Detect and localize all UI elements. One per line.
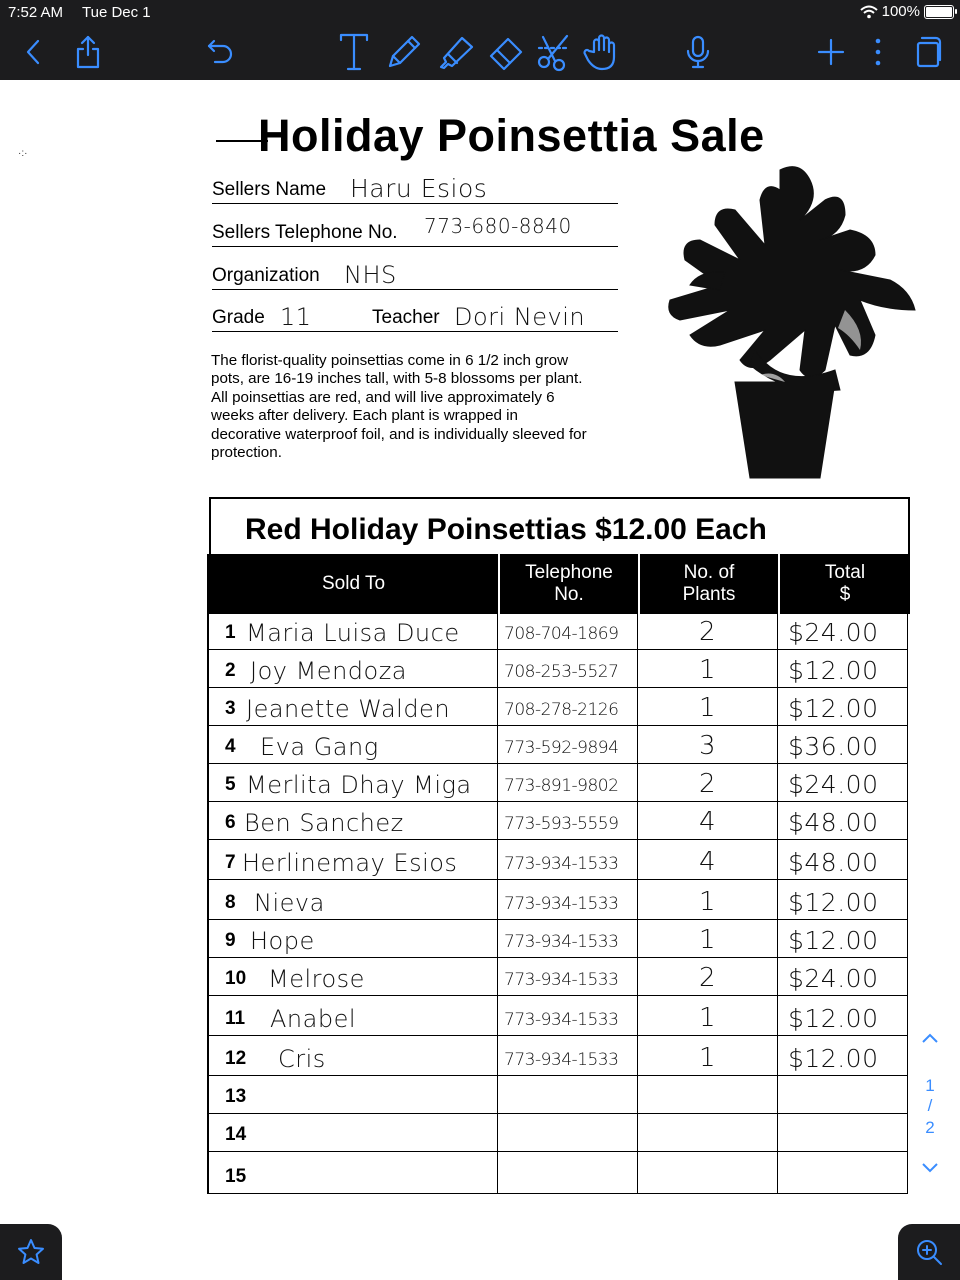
cell-total[interactable] bbox=[778, 958, 908, 995]
cell-sold-to[interactable] bbox=[209, 958, 498, 995]
cell-total[interactable] bbox=[778, 764, 908, 801]
plant-quantity: 1 bbox=[698, 655, 717, 685]
table-row[interactable] bbox=[209, 958, 908, 996]
text-tool-icon bbox=[338, 32, 370, 72]
buyer-telephone: 773-934-1533 bbox=[504, 1050, 619, 1070]
row-number: 2 bbox=[225, 660, 236, 681]
more-button[interactable] bbox=[866, 30, 890, 74]
cell-sold-to[interactable] bbox=[209, 1076, 498, 1113]
cell-telephone[interactable] bbox=[498, 880, 638, 919]
plant-quantity: 1 bbox=[698, 1003, 717, 1033]
row-number: 7 bbox=[225, 852, 236, 873]
row-number: 1 bbox=[225, 622, 236, 643]
table-title: Red Holiday Poinsettias $12.00 Each bbox=[245, 513, 767, 546]
buyer-name: Herlinemay Esios bbox=[242, 849, 458, 877]
cell-total[interactable] bbox=[778, 726, 908, 763]
cell-sold-to[interactable] bbox=[209, 840, 498, 879]
cell-telephone[interactable] bbox=[498, 958, 638, 995]
cell-plants[interactable] bbox=[638, 1152, 778, 1193]
cell-total[interactable] bbox=[778, 840, 908, 879]
add-button[interactable] bbox=[814, 30, 848, 74]
highlighter-tool-button[interactable] bbox=[434, 30, 478, 74]
microphone-icon bbox=[685, 35, 711, 69]
row-number: 12 bbox=[225, 1048, 247, 1069]
table-row[interactable] bbox=[209, 996, 908, 1036]
document-title: Holiday Poinsettia Sale bbox=[258, 110, 765, 161]
cell-sold-to[interactable] bbox=[209, 614, 498, 649]
cell-telephone[interactable] bbox=[498, 920, 638, 957]
hand-tool-button[interactable] bbox=[580, 30, 620, 74]
buyer-name: Cris bbox=[278, 1045, 326, 1073]
buyer-name: Maria Luisa Duce bbox=[246, 619, 460, 647]
eraser-tool-button[interactable] bbox=[484, 30, 528, 74]
cell-total[interactable] bbox=[778, 1152, 908, 1193]
row-number: 5 bbox=[225, 774, 236, 795]
grade-teacher-field[interactable] bbox=[212, 304, 618, 332]
table-row[interactable] bbox=[209, 1036, 908, 1076]
header-plants-line2: Plants bbox=[682, 584, 736, 605]
row-number: 11 bbox=[225, 1008, 246, 1029]
highlighter-icon bbox=[436, 32, 476, 72]
teacher-label: Teacher bbox=[372, 307, 440, 328]
buyer-telephone: 708-278-2126 bbox=[504, 700, 619, 720]
status-date: Tue Dec 1 bbox=[82, 4, 151, 21]
grade-label: Grade bbox=[212, 307, 265, 328]
buyer-telephone: 773-934-1533 bbox=[504, 932, 619, 952]
share-icon bbox=[73, 35, 103, 69]
cell-total[interactable] bbox=[778, 650, 908, 687]
plant-quantity: 2 bbox=[698, 963, 717, 993]
buyer-telephone: 773-934-1533 bbox=[504, 970, 619, 990]
cell-sold-to[interactable] bbox=[209, 880, 498, 919]
buyer-telephone: 773-592-9894 bbox=[504, 738, 619, 758]
sellers-telephone-value: 773-680-8840 bbox=[424, 214, 572, 238]
row-total: $48.00 bbox=[788, 848, 879, 877]
cell-plants[interactable] bbox=[638, 1036, 778, 1075]
scissors-tool-button[interactable] bbox=[534, 30, 574, 74]
row-total: $24.00 bbox=[788, 618, 879, 647]
cell-sold-to[interactable] bbox=[209, 802, 498, 839]
cell-telephone[interactable] bbox=[498, 996, 638, 1035]
more-icon bbox=[874, 37, 882, 67]
header-plants bbox=[640, 554, 778, 614]
organization-value: NHS bbox=[344, 261, 397, 289]
previous-page-icon[interactable] bbox=[921, 1032, 939, 1044]
buyer-telephone: 708-253-5527 bbox=[504, 662, 619, 682]
cell-plants[interactable] bbox=[638, 802, 778, 839]
cell-sold-to[interactable] bbox=[209, 1152, 498, 1193]
cell-total[interactable] bbox=[778, 614, 908, 649]
current-page-number: 1 bbox=[925, 1076, 935, 1095]
buyer-telephone: 773-934-1533 bbox=[504, 854, 619, 874]
cell-sold-to[interactable] bbox=[209, 996, 498, 1035]
cell-total[interactable] bbox=[778, 1036, 908, 1075]
plant-quantity: 2 bbox=[698, 769, 717, 799]
sellers-name-value: Haru Esios bbox=[350, 174, 488, 203]
header-telephone-line2: No. bbox=[554, 584, 584, 605]
cell-telephone[interactable] bbox=[498, 1036, 638, 1075]
row-number: 6 bbox=[225, 812, 236, 833]
cell-telephone[interactable] bbox=[498, 650, 638, 687]
header-total-line2: $ bbox=[839, 584, 851, 605]
sellers-telephone-label: Sellers Telephone No. bbox=[212, 222, 398, 243]
cell-sold-to[interactable] bbox=[209, 688, 498, 725]
row-number: 3 bbox=[225, 698, 236, 719]
cell-plants[interactable] bbox=[638, 614, 778, 649]
cell-plants[interactable] bbox=[638, 764, 778, 801]
back-icon bbox=[24, 38, 42, 66]
buyer-name: Eva Gang bbox=[260, 733, 379, 761]
table-row[interactable] bbox=[209, 614, 908, 650]
cell-telephone[interactable] bbox=[498, 764, 638, 801]
pen-icon bbox=[384, 32, 424, 72]
cell-total[interactable] bbox=[778, 802, 908, 839]
scissors-icon bbox=[535, 32, 573, 72]
cell-sold-to[interactable] bbox=[209, 650, 498, 687]
table-row[interactable] bbox=[209, 1076, 908, 1114]
table-row[interactable] bbox=[209, 688, 908, 726]
teacher-value: Dori Nevin bbox=[454, 303, 586, 331]
row-total: $12.00 bbox=[788, 888, 879, 917]
organization-label: Organization bbox=[212, 265, 320, 286]
buyer-telephone: 773-593-5559 bbox=[504, 814, 619, 834]
table-row[interactable] bbox=[209, 802, 908, 840]
status-bar bbox=[0, 0, 960, 24]
pages-icon bbox=[914, 36, 942, 68]
row-total: $12.00 bbox=[788, 926, 879, 955]
buyer-telephone: 773-934-1533 bbox=[504, 1010, 619, 1030]
row-total: $36.00 bbox=[788, 732, 879, 761]
cell-sold-to[interactable] bbox=[209, 764, 498, 801]
cell-plants[interactable] bbox=[638, 958, 778, 995]
row-number: 9 bbox=[225, 930, 236, 951]
table-title-box bbox=[209, 497, 910, 554]
sellers-name-label: Sellers Name bbox=[212, 179, 327, 200]
cell-telephone[interactable] bbox=[498, 1114, 638, 1151]
row-total: $48.00 bbox=[788, 808, 879, 837]
eraser-icon bbox=[486, 32, 526, 72]
cell-total[interactable] bbox=[778, 688, 908, 725]
share-button[interactable] bbox=[70, 30, 106, 74]
cell-total[interactable] bbox=[778, 1114, 908, 1151]
cell-plants[interactable] bbox=[638, 650, 778, 687]
table-row[interactable] bbox=[209, 880, 908, 920]
table-row[interactable] bbox=[209, 1114, 908, 1152]
table-row[interactable] bbox=[209, 840, 908, 880]
plant-quantity: 1 bbox=[698, 693, 717, 723]
microphone-button[interactable] bbox=[682, 30, 714, 74]
header-telephone-line1: Telephone bbox=[525, 562, 613, 583]
row-number: 13 bbox=[225, 1086, 247, 1107]
table-row[interactable] bbox=[209, 764, 908, 802]
cell-sold-to[interactable] bbox=[209, 920, 498, 957]
grade-value: 11 bbox=[280, 303, 312, 331]
margin-mark: ·:· bbox=[18, 148, 28, 159]
cell-plants[interactable] bbox=[638, 880, 778, 919]
cell-telephone[interactable] bbox=[498, 840, 638, 879]
cell-telephone[interactable] bbox=[498, 1076, 638, 1113]
undo-button[interactable] bbox=[202, 30, 238, 74]
header-total bbox=[780, 554, 910, 614]
buyer-name: Joy Mendoza bbox=[250, 657, 407, 685]
undo-icon bbox=[205, 37, 235, 67]
favorite-button[interactable] bbox=[0, 1224, 62, 1280]
organization-field[interactable] bbox=[212, 262, 618, 290]
page-navigator bbox=[914, 1032, 946, 1182]
header-sold-to bbox=[209, 554, 498, 614]
header-total-line1: Total bbox=[824, 562, 866, 583]
battery-icon bbox=[924, 5, 954, 19]
cell-telephone[interactable] bbox=[498, 614, 638, 649]
buyer-telephone: 773-891-9802 bbox=[504, 776, 619, 796]
star-icon bbox=[17, 1238, 45, 1266]
row-total: $12.00 bbox=[788, 1044, 879, 1073]
row-number: 15 bbox=[225, 1166, 247, 1187]
cell-total[interactable] bbox=[778, 996, 908, 1035]
battery-percent: 100% bbox=[881, 3, 920, 20]
row-number: 10 bbox=[225, 968, 247, 989]
cell-total[interactable] bbox=[778, 920, 908, 957]
table-row[interactable] bbox=[209, 726, 908, 764]
table-row[interactable] bbox=[209, 1152, 908, 1194]
header-sold-to-label: Sold To bbox=[321, 573, 386, 594]
cell-total[interactable] bbox=[778, 1076, 908, 1113]
wifi-icon bbox=[860, 5, 878, 19]
add-icon bbox=[817, 38, 845, 66]
row-total: $12.00 bbox=[788, 1004, 879, 1033]
buyer-name: Ben Sanchez bbox=[244, 809, 404, 837]
header-telephone bbox=[500, 554, 638, 614]
cell-plants[interactable] bbox=[638, 920, 778, 957]
row-number: 14 bbox=[225, 1124, 247, 1145]
next-page-icon[interactable] bbox=[921, 1162, 939, 1174]
total-page-number: 2 bbox=[925, 1118, 935, 1137]
cell-sold-to[interactable] bbox=[209, 726, 498, 763]
hand-icon bbox=[582, 32, 618, 72]
buyer-name: Anabel bbox=[270, 1005, 357, 1033]
sellers-telephone-field[interactable] bbox=[212, 214, 618, 247]
plant-quantity: 1 bbox=[698, 925, 717, 955]
pen-tool-button[interactable] bbox=[382, 30, 426, 74]
buyer-name: Jeanette Walden bbox=[246, 695, 451, 723]
zoom-button[interactable] bbox=[898, 1224, 960, 1280]
cell-telephone[interactable] bbox=[498, 726, 638, 763]
zoom-in-icon bbox=[915, 1238, 943, 1266]
row-total: $12.00 bbox=[788, 694, 879, 723]
plant-quantity: 1 bbox=[698, 887, 717, 917]
cell-plants[interactable] bbox=[638, 840, 778, 879]
status-time: 7:52 AM bbox=[8, 4, 64, 21]
buyer-telephone: 708-704-1869 bbox=[504, 624, 619, 644]
sellers-name-field[interactable] bbox=[212, 176, 618, 204]
cell-plants[interactable] bbox=[638, 996, 778, 1035]
row-total: $24.00 bbox=[788, 770, 879, 799]
cell-telephone[interactable] bbox=[498, 802, 638, 839]
buyer-telephone: 773-934-1533 bbox=[504, 894, 619, 914]
cell-plants[interactable] bbox=[638, 726, 778, 763]
plant-quantity: 4 bbox=[698, 847, 717, 877]
cell-sold-to[interactable] bbox=[209, 1036, 498, 1075]
buyer-name: Merlita Dhay Miga bbox=[246, 771, 472, 799]
row-number: 4 bbox=[225, 736, 236, 757]
cell-total[interactable] bbox=[778, 880, 908, 919]
cell-plants[interactable] bbox=[638, 1114, 778, 1151]
row-total: $24.00 bbox=[788, 964, 879, 993]
header-plants-line1: No. of bbox=[683, 562, 735, 583]
buyer-name: Hope bbox=[250, 927, 315, 955]
cell-telephone[interactable] bbox=[498, 1152, 638, 1193]
table-row[interactable] bbox=[209, 650, 908, 688]
cell-telephone[interactable] bbox=[498, 688, 638, 725]
row-number: 8 bbox=[225, 892, 236, 913]
table-left-border bbox=[207, 554, 209, 1194]
cell-sold-to[interactable] bbox=[209, 1114, 498, 1151]
buyer-name: Melrose bbox=[268, 965, 365, 993]
cell-plants[interactable] bbox=[638, 1076, 778, 1113]
status-right bbox=[860, 3, 954, 20]
plant-quantity: 2 bbox=[698, 617, 717, 647]
row-total: $12.00 bbox=[788, 656, 879, 685]
page-separator: / bbox=[927, 1096, 933, 1115]
text-tool-button[interactable] bbox=[336, 30, 372, 74]
top-toolbar bbox=[0, 0, 960, 80]
pages-button[interactable] bbox=[910, 30, 946, 74]
back-button[interactable] bbox=[18, 30, 48, 74]
cell-plants[interactable] bbox=[638, 688, 778, 725]
plant-quantity: 4 bbox=[698, 807, 717, 837]
table-row[interactable] bbox=[209, 920, 908, 958]
poinsettia-illustration bbox=[660, 160, 920, 480]
plant-quantity: 3 bbox=[698, 731, 717, 761]
buyer-name: Nieva bbox=[254, 889, 325, 917]
plant-quantity: 1 bbox=[698, 1043, 717, 1073]
product-description: The florist-quality poinsettias come in 6 1/2 inch grow pots, are 16-19 inches tall, with 5-8 blossoms per plant. All poinsettias are red, and will live approximately 6 weeks after delivery. Each plant is wrapped in decorative waterproof foil, and is individually sleeved for protection. bbox=[211, 352, 587, 462]
